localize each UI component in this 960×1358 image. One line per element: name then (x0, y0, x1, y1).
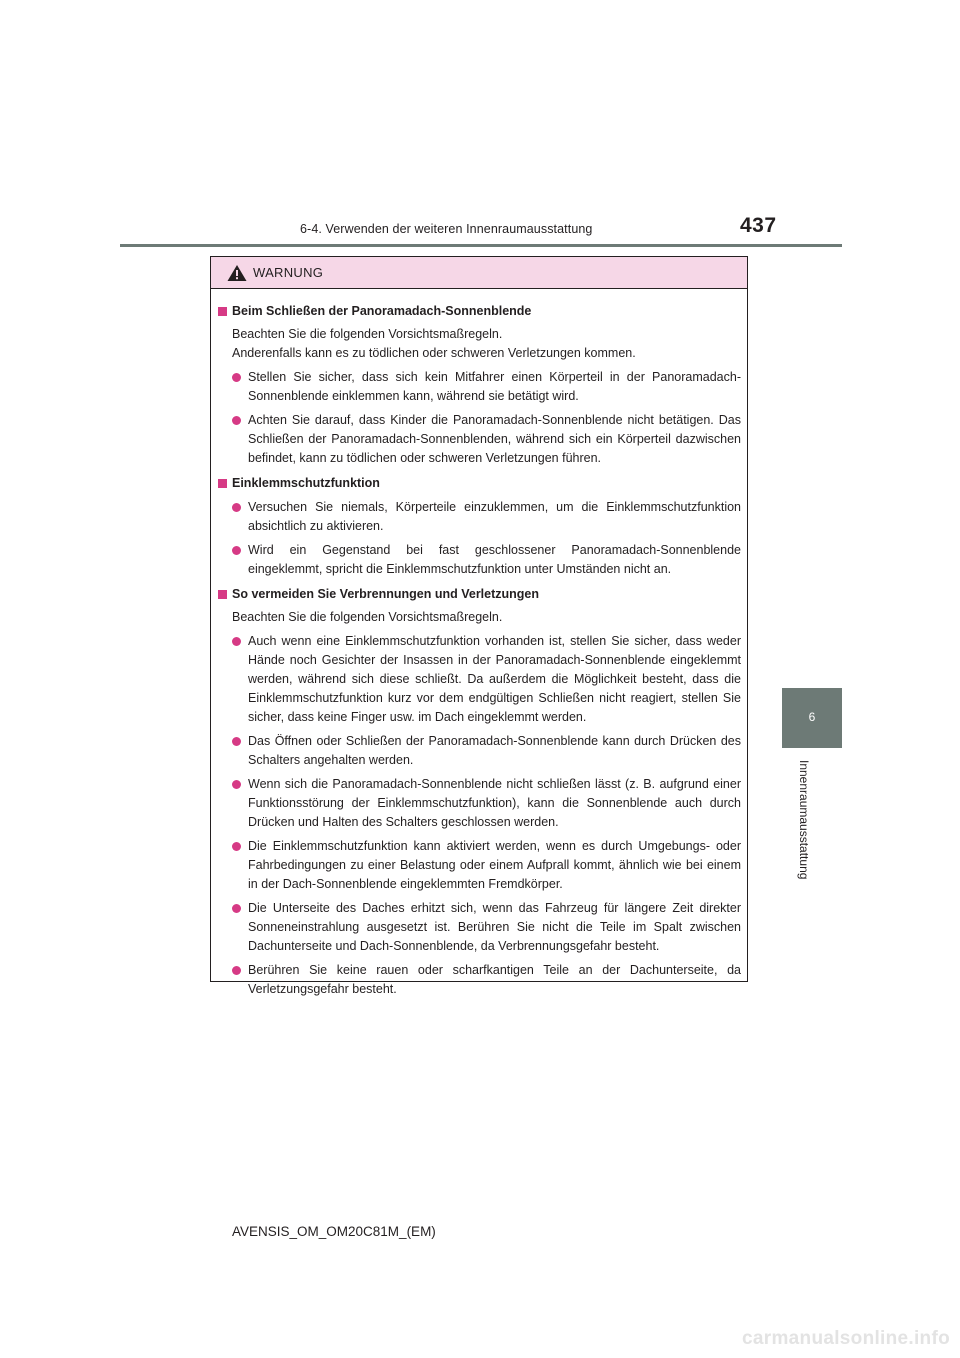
circle-bullet-icon (232, 546, 241, 555)
intro-line: Beachten Sie die folgenden Vorsichtsmaßregeln. (232, 610, 503, 624)
circle-bullet-icon (232, 637, 241, 646)
list-item-text: Auch wenn eine Einklemmschutzfunktion vorhanden ist, stellen Sie sicher, dass weder Hände noch Gesichter der Insassen in der Panoramadach-Sonnenblende eingeklemmt werden, während sich diese schließt. Da außerdem die Möglichkeit besteht, dass die Einklemmschutzfunktion kurz vor dem endgültigen Schließen nicht reagiert, stellen Sie sicher, dass keine Finger usw. im Dach eingeklemmt werden. (248, 634, 741, 724)
chapter-tab (782, 688, 842, 748)
manual-code: AVENSIS_OM_OM20C81M_(EM) (232, 1224, 436, 1239)
list-item (232, 837, 741, 894)
list-item-text: Achten Sie darauf, dass Kinder die Panoramadach-Sonnenblende nicht betätigen. Das Schließen der Panoramadach-Sonnenblenden, während sich ein Körperteil dazwischen befindet, kann zu tödlichen oder schweren Verletzungen führen. (248, 413, 741, 465)
section-heading (217, 302, 741, 321)
list-item (232, 961, 741, 999)
intro-text (232, 608, 741, 627)
list-item (232, 411, 741, 468)
list-item (232, 498, 741, 536)
circle-bullet-icon (232, 416, 241, 425)
chapter-label: Innenraumausstattung (797, 760, 811, 880)
list-item (232, 775, 741, 832)
list-item (232, 541, 741, 579)
circle-bullet-icon (232, 737, 241, 746)
section-heading-text: Beim Schließen der Panoramadach-Sonnenblende (232, 304, 532, 318)
intro-line: Anderenfalls kann es zu tödlichen oder schweren Verletzungen kommen. (232, 346, 636, 360)
list-item-text: Stellen Sie sicher, dass sich kein Mitfahrer einen Körperteil in der Panoramadach-Sonnenblende einklemmen kann, während sie betätigt wird. (248, 370, 741, 403)
list-item (232, 368, 741, 406)
list-item-text: Berühren Sie keine rauen oder scharfkantigen Teile an der Dachunterseite, da Verletzungsgefahr besteht. (248, 963, 741, 996)
circle-bullet-icon (232, 904, 241, 913)
warning-header (211, 257, 747, 289)
section-heading (217, 474, 741, 493)
list-item-text: Die Unterseite des Daches erhitzt sich, wenn das Fahrzeug für längere Zeit direkter Sonneneinstrahlung ausgesetzt ist. Berühren Sie nicht die Teile im Spalt zwischen Dachunterseite und Dach-Sonnenblende, da Verbrennungsgefahr besteht. (248, 901, 741, 953)
circle-bullet-icon (232, 842, 241, 851)
section-heading (217, 585, 741, 604)
circle-bullet-icon (232, 373, 241, 382)
warning-content (211, 288, 747, 999)
circle-bullet-icon (232, 966, 241, 975)
watermark: carmanualsonline.info (742, 1328, 950, 1349)
section-heading-text: Einklemmschutzfunktion (232, 476, 380, 490)
list-item-text: Die Einklemmschutzfunktion kann aktiviert werden, wenn es durch Umgebungs- oder Fahrbedingungen zu einer Belastung oder einem Aufprall kommt, ähnlich wie bei einem in der Dach-Sonnenblende eingeklemmten Fremdkörper. (248, 839, 741, 891)
chapter-label-container (797, 760, 819, 890)
page-number: 437 (740, 214, 777, 237)
list-item (232, 732, 741, 770)
intro-line: Beachten Sie die folgenden Vorsichtsmaßregeln. (232, 327, 503, 341)
list-item-text: Wenn sich die Panoramadach-Sonnenblende nicht schließen lässt (z. B. aufgrund einer Funktionsstörung der Einklemmschutzfunktion), kann die Sonnenblende auch durch Drücken und Halten des Schalters geschlossen werden. (248, 777, 741, 829)
list-item (232, 632, 741, 727)
list-item-text: Das Öffnen oder Schließen der Panoramadach-Sonnenblende kann durch Drücken des Schalters angehalten werden. (248, 734, 741, 767)
warning-triangle-icon (227, 264, 247, 282)
circle-bullet-icon (232, 503, 241, 512)
square-bullet-icon (218, 590, 227, 599)
square-bullet-icon (218, 479, 227, 488)
warning-box (210, 256, 748, 996)
list-item-text: Wird ein Gegenstand bei fast geschlossener Panoramadach-Sonnenblende eingeklemmt, spricht die Einklemmschutzfunktion unter Umständen nicht an. (248, 543, 741, 576)
square-bullet-icon (218, 307, 227, 316)
circle-bullet-icon (232, 780, 241, 789)
header-divider (120, 244, 842, 247)
list-item (232, 899, 741, 956)
section-heading-text: So vermeiden Sie Verbrennungen und Verletzungen (232, 587, 540, 601)
section-title: 6-4. Verwenden der weiteren Innenraumausstattung (300, 222, 593, 236)
list-item-text: Versuchen Sie niemals, Körperteile einzuklemmen, um die Einklemmschutzfunktion absichtlich zu aktivieren. (248, 500, 741, 533)
warning-title: WARNUNG (253, 265, 324, 280)
chapter-number: 6 (808, 710, 816, 724)
intro-text (232, 325, 741, 363)
